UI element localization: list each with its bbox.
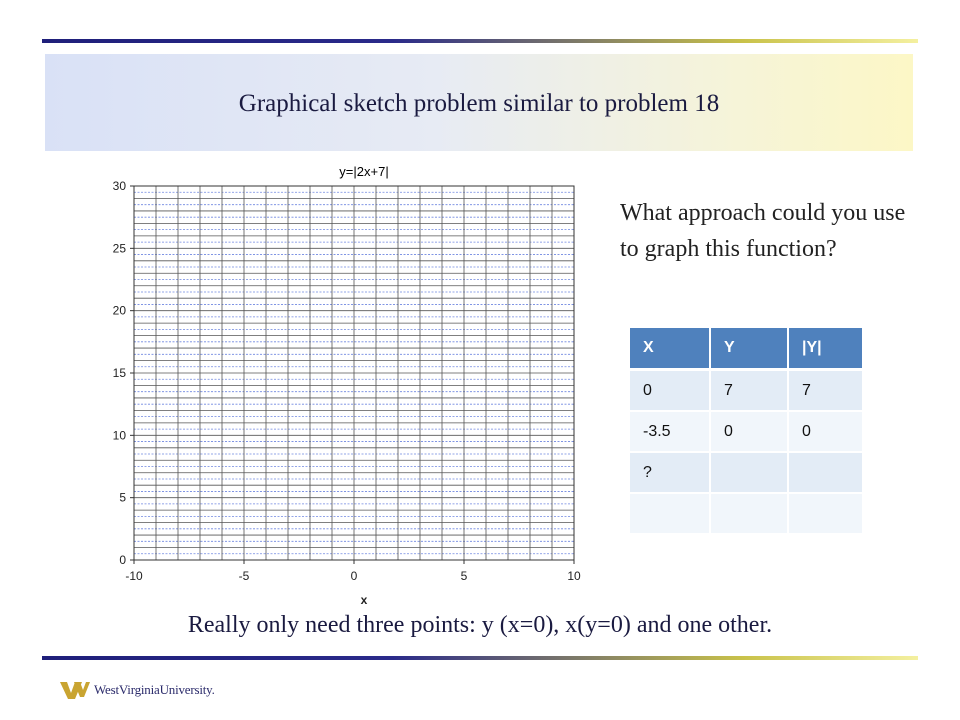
y-tick-label: 5 [119,490,126,505]
y-tick-label: 15 [112,366,126,380]
table-row [630,452,863,493]
cell-abs-y: 0 [788,411,863,452]
major-gridlines [134,186,574,560]
cell-y: 0 [710,411,788,452]
x-tick-label: 5 [460,569,468,583]
chart-svg [98,158,588,608]
x-axis-label: x [360,593,368,607]
header-y: Y [710,328,788,370]
cell-y: 7 [710,370,788,412]
y-tick-label: 0 [119,553,126,567]
slide-title: Graphical sketch problem similar to problem 18 [238,90,720,117]
university-logo [60,677,215,703]
x-tick-label: 0 [350,569,358,583]
cell-y [710,493,788,534]
y-tick-label: 10 [112,428,126,443]
x-tick-label: 10 [567,569,581,583]
cell-abs-y [788,493,863,534]
y-tick-label: 20 [112,303,126,318]
chart-title: y=|2x+7| [339,164,389,179]
cell-abs-y: 7 [788,370,863,412]
graph-paper-chart [98,158,588,608]
question-text: What approach could you use to graph this function? [620,200,906,262]
cell-x [630,493,710,534]
table-row [630,370,863,412]
logo-text: WestVirginiaUniversity. [94,682,215,697]
x-tick-label: -10 [125,569,143,583]
title-band [45,54,913,151]
table-row [630,493,863,534]
y-tick-label: 25 [112,241,126,256]
bottom-divider [42,656,918,660]
top-divider [42,39,918,43]
footer-note: Really only need three points: y (x=0), x(y=0) and one other. [187,612,773,638]
cell-y [710,452,788,493]
cell-x: ? [630,452,710,493]
x-tick-label: -5 [238,569,250,583]
cell-abs-y [788,452,863,493]
header-x: X [630,328,710,370]
cell-x: 0 [630,370,710,412]
header-abs-y: |Y| [788,328,863,370]
y-tick-label: 30 [112,179,126,193]
flying-wv-icon [60,679,90,701]
cell-x: -3.5 [630,411,710,452]
table-header-row [630,328,863,370]
values-table [630,328,864,535]
table-row [630,411,863,452]
